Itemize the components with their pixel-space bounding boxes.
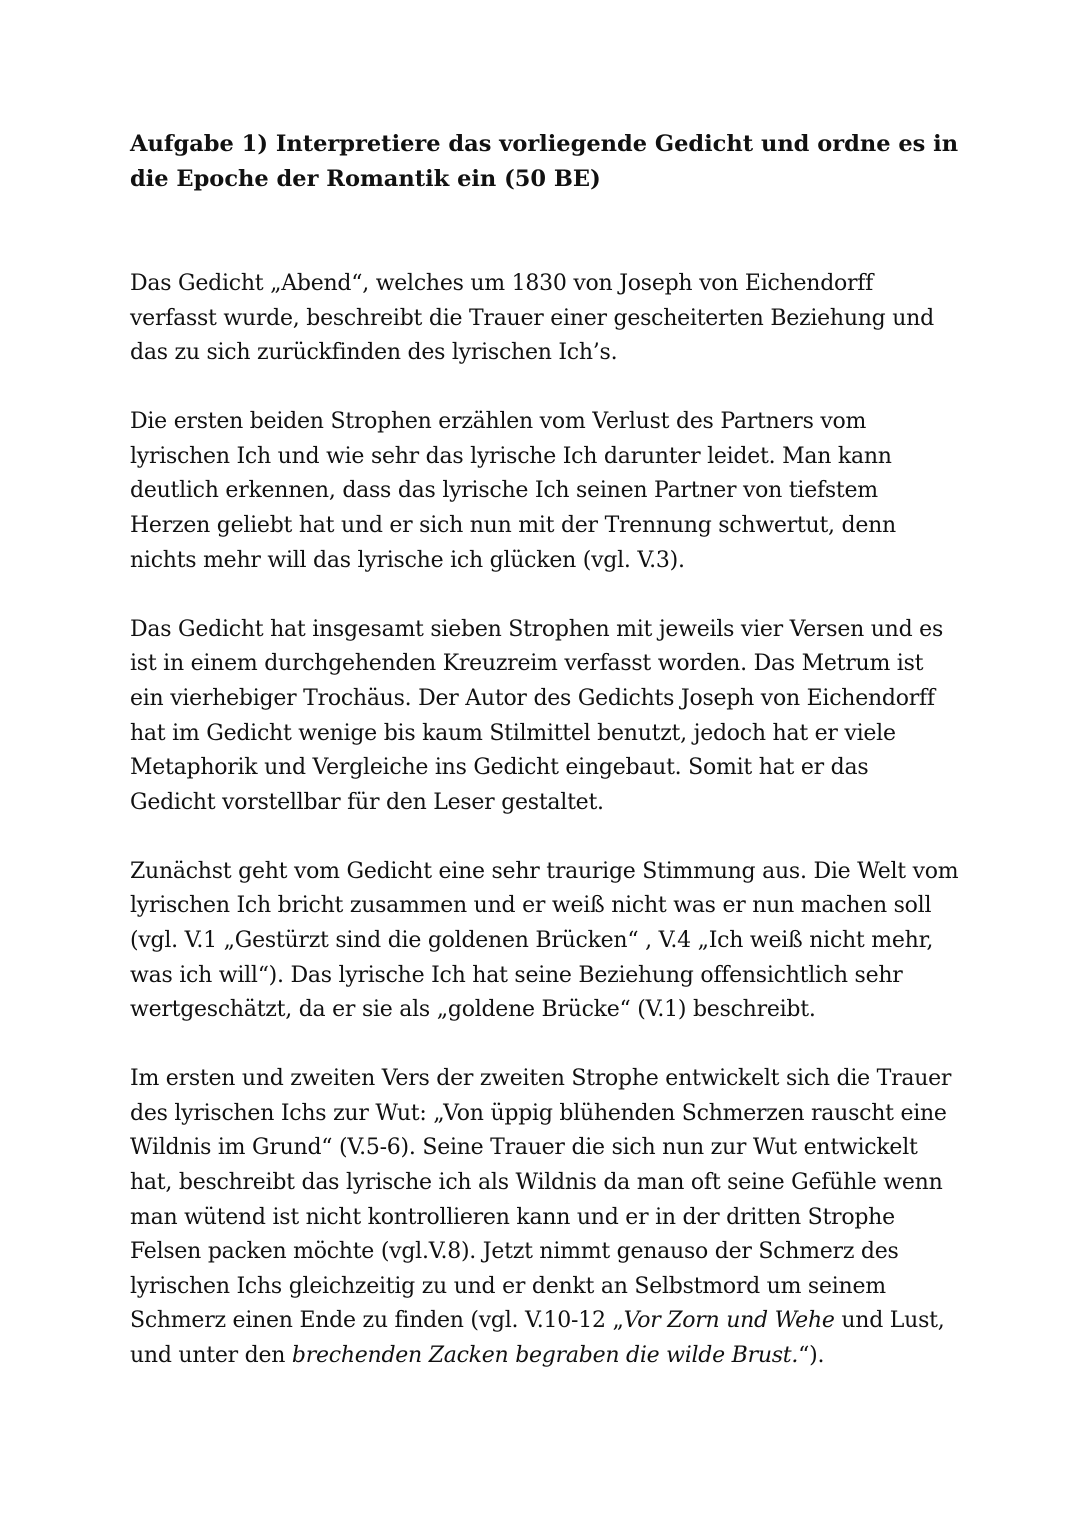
- document-page: [130, 127, 960, 1408]
- paragraph-second-stanza-text-end: “).: [798, 1343, 825, 1369]
- paragraph-stanzas-summary: Die ersten beiden Strophen erzählen vom Verlust des Partners vom lyrischen Ich und wie sehr das lyrische Ich darunter leidet. Man kann deutlich erkennen, dass das lyrische Ich seinen Partner von tiefstem Herzen geliebt hat und er sich nun mit der Trennung schwertut, denn nichts mehr will das lyrische ich glücken (vgl. V.3).: [130, 409, 896, 573]
- italic-quote-2: brechenden Zacken begraben die wilde Brust.: [291, 1343, 799, 1369]
- paragraph-second-stanza-text: Im ersten und zweiten Vers der zweiten Strophe entwickelt sich die Trauer des lyrischen Ichs zur Wut: „Von üppig blühenden Schmerzen rauscht eine Wildnis im Grund“ (V.5-6). Seine Trauer die sich nun zur Wut entwickelt hat, beschreibt das lyrische ich als Wildnis da man oft seine Gefühle wenn man wütend ist nicht kontrollieren kann und er in der dritten Strophe Felsen packen möchte (vgl.V.8). Jetzt nimmt genauso der Schmerz des lyrischen Ichs gleichzeitig zu und er denkt an Selbstmord um seinem Schmerz einen Ende zu finden (vgl. V.10-12 „: [130, 1066, 952, 1334]
- paragraph-introduction: Das Gedicht „Abend“, welches um 1830 von Joseph von Eichendorff verfasst wurde, beschreibt die Trauer einer gescheiterten Beziehung und das zu sich zurückfinden des lyrischen Ich’s.: [130, 271, 934, 366]
- paragraph-mood: Zunächst geht vom Gedicht eine sehr traurige Stimmung aus. Die Welt vom lyrischen Ich bricht zusammen und er weiß nicht was er nun machen soll (vgl. V.1 „Gestürzt sind die goldenen Brücken“ , V.4 „Ich weiß nicht mehr, was ich will“). Das lyrische Ich hat seine Beziehung offensichtlich sehr wertgeschätzt, da er sie als „goldene Brücke“ (V.1) beschreibt.: [130, 858, 959, 1023]
- italic-quote-1: Vor Zorn und Wehe: [623, 1308, 835, 1334]
- paragraph-formal-analysis: Das Gedicht hat insgesamt sieben Strophen mit jeweils vier Versen und es ist in einem durchgehenden Kreuzreim verfasst worden. Das Metrum ist ein vierhebiger Trochäus. Der Autor des Gedichts Joseph von Eichendorff hat im Gedicht wenige bis kaum Stilmittel benutzt, jedoch hat er viele Metaphorik und Vergleiche ins Gedicht eingebaut. Somit hat er das Gedicht vorstellbar für den Leser gestaltet.: [130, 616, 943, 815]
- paragraph-second-stanza: [130, 1062, 960, 1373]
- task-heading: Aufgabe 1) Interpretiere das vorliegende Gedicht und ordne es in die Epoche der Romantik ein (50 BE): [130, 131, 959, 192]
- paragraph-second-stanza-text-middle: und Lust, und unter den: [130, 1308, 945, 1369]
